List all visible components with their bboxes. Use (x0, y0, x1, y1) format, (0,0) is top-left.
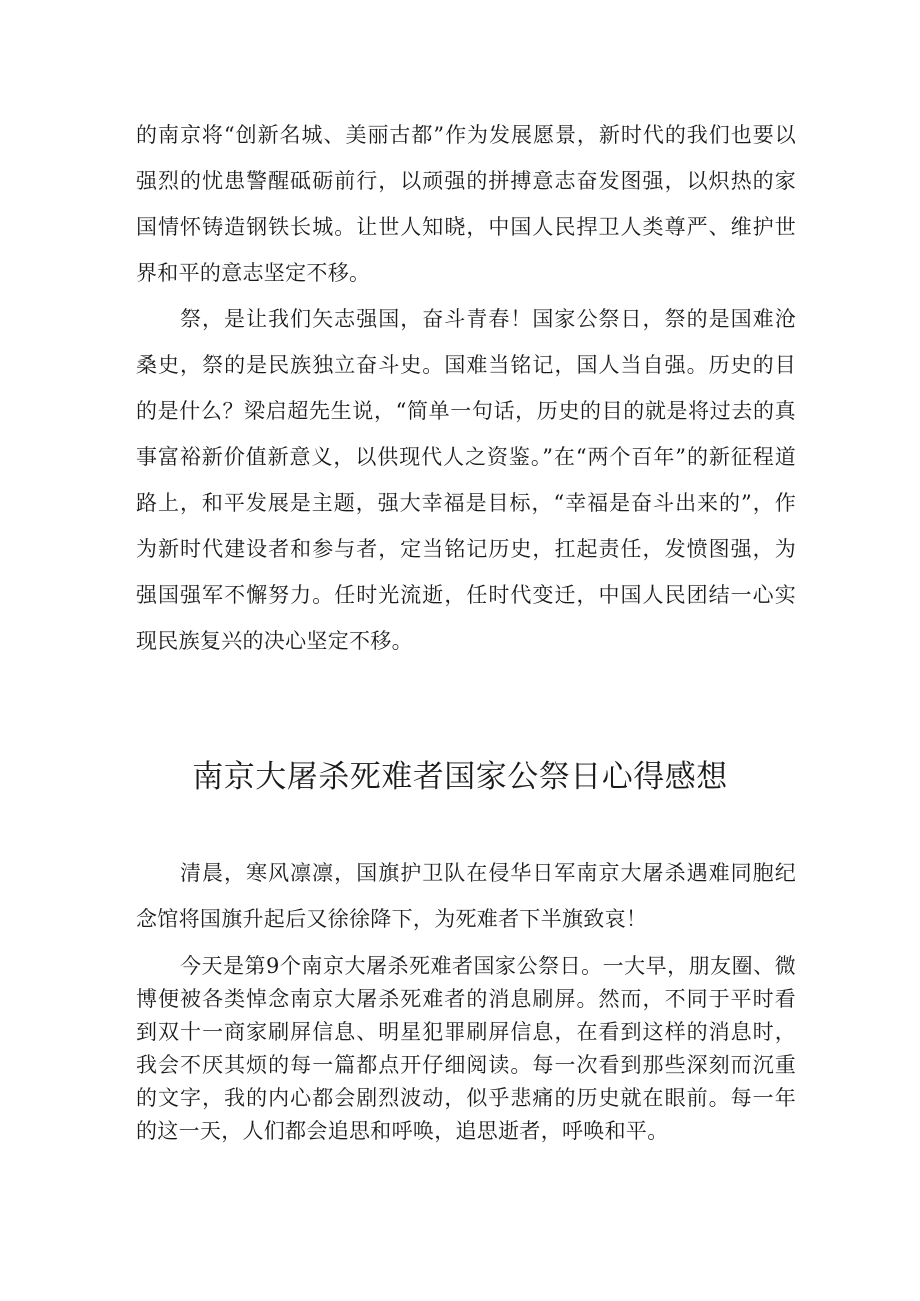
body-paragraph: 今天是第9个南京大屠杀死难者国家公祭日。一大早，朋友圈、微博便被各类悼念南京大屠杀死难者的消息刷屏。然而，不同于平时看到双十一商家刷屏信息、明星犯罪刷屏信息，在看到这样的消息时，我会不厌其烦的每一篇都点开仔细阅读。每一次看到那些深刻而沉重的文字，我的内心都会剧烈波动，似乎悲痛的历史就在眼前。每一年的这一天，人们都会追思和呼唤，追思逝者，呼唤和平。 (136, 954, 796, 1143)
section-title: 南京大屠杀死难者国家公祭日心得感想 (192, 759, 728, 795)
body-paragraph: 清晨，寒风凛凛，国旗护卫队在侵华日军南京大屠杀遇难同胞纪念馆将国旗升起后又徐徐降下，为死难者下半旗致哀！ (136, 861, 796, 931)
body-paragraph: 祭，是让我们矢志强国，奋斗青春！国家公祭日，祭的是国难沧桑史，祭的是民族独立奋斗史。国难当铭记，国人当自强。历史的目的是什么？梁启超先生说，“简单一句话，历史的目的就是将过去的真事富裕新价值新意义，以供现代人之资鉴。”在“两个百年”的新征程道路上，和平发展是主题，强大幸福是目标，“幸福是奋斗出来的”，作为新时代建设者和参与者，定当铭记历史，扛起责任，发愤图强，为强国强军不懈努力。任时光流逝，任时代变迁，中国人民团结一心实现民族复兴的决心坚定不移。 (136, 307, 796, 653)
body-paragraph: 的南京将“创新名城、美丽古都”作为发展愿景，新时代的我们也要以强烈的忧患警醒砥砺前行，以顽强的拼搏意志奋发图强，以炽热的家国情怀铸造钢铁长城。让世人知晓，中国人民捍卫人类尊严、维护世界和平的意志坚定不移。 (136, 123, 796, 285)
